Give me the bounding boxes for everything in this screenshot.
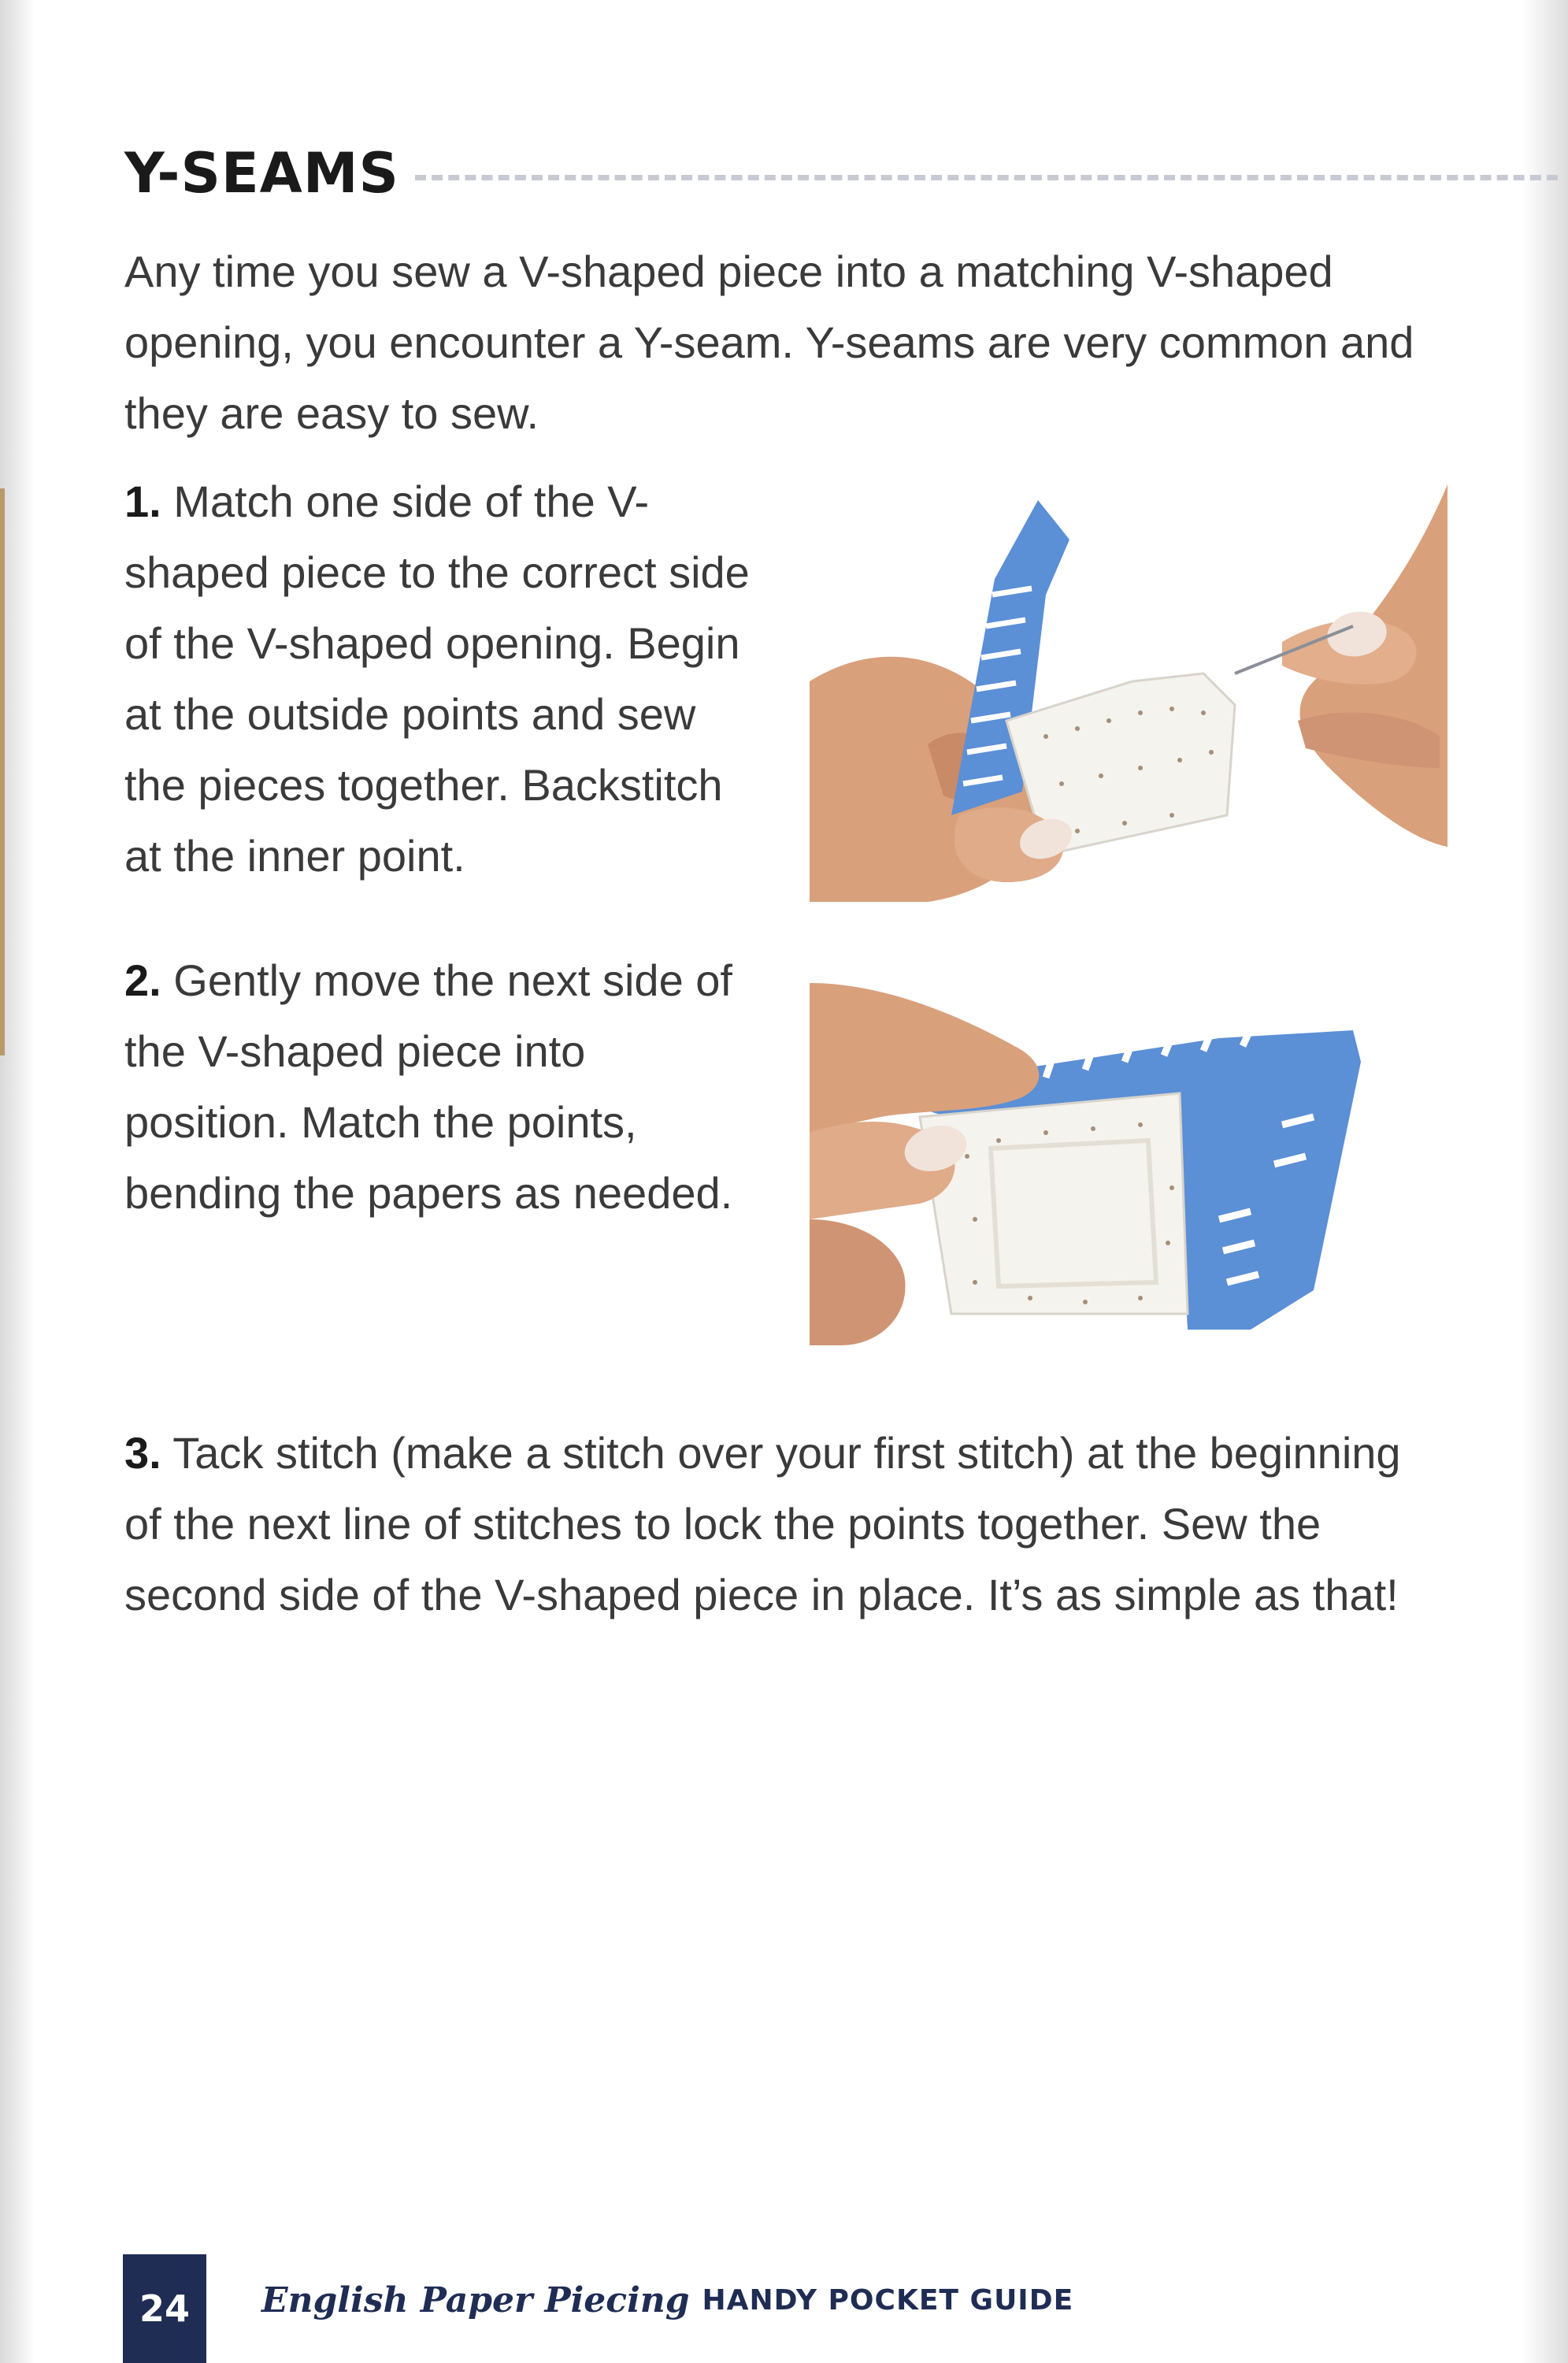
intro-paragraph: Any time you sew a V-shaped piece into a matching V-shaped opening, you encounter a Y-seam. Y-seams are very common and they are easy to sew. xyxy=(124,247,1414,438)
step-1-number: 1. xyxy=(124,477,161,526)
step-3 xyxy=(124,1418,1448,1630)
page-gutter-shadow xyxy=(0,0,35,2363)
step-2-text: Gently move the next side of the V-shaped piece into position. Match the points, bending the papers as needed. xyxy=(124,955,733,1218)
step-3-text: Tack stitch (make a stitch over your first stitch) at the beginning of the next line of stitches to lock the points together. Sew the second side of the V-shaped piece in place. It’s as simple as that! xyxy=(124,1428,1401,1619)
step-2-number: 2. xyxy=(124,955,161,1005)
step-1 xyxy=(124,466,754,892)
step-1-photo xyxy=(810,484,1448,902)
running-footer xyxy=(261,2272,1073,2328)
page-edge-mark xyxy=(0,488,5,1055)
heading-dashed-rule xyxy=(415,175,1558,180)
section-heading-row xyxy=(124,138,1558,209)
footer-book-title: English Paper Piecing xyxy=(261,2280,690,2320)
footer-series: HANDY POCKET GUIDE xyxy=(702,2283,1074,2317)
step-3-number: 3. xyxy=(124,1428,161,1478)
page-edge-shadow xyxy=(1521,0,1568,2363)
step-2-photo xyxy=(810,983,1448,1345)
page-number: 24 xyxy=(123,2254,206,2363)
step-1-text: Match one side of the V-shaped piece to the correct side of the V-shaped opening. Begin at the outside points and sew the pieces together. Backstitch at the inner point. xyxy=(124,477,750,881)
section-heading: Y-SEAMS xyxy=(124,141,399,206)
step-2 xyxy=(124,945,754,1229)
